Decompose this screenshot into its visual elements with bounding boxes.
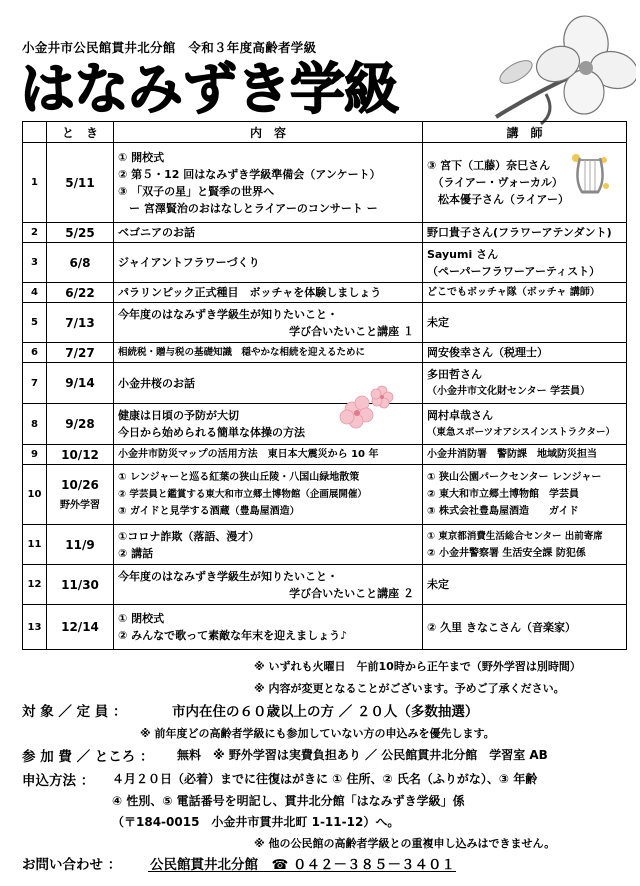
fee-label: 参 加 費 ／ ところ ： (22, 749, 154, 765)
content-line: 今日から始められる簡単な体操の方法 (118, 426, 305, 439)
table-row (23, 404, 627, 445)
row-content (114, 303, 423, 343)
row-date: 12/14 (47, 605, 114, 650)
row-no: 10 (23, 465, 47, 525)
row-date: 6/22 (47, 283, 114, 303)
duplicate-note: ※ 他の公民館の高齢者学級との重複申し込みはできません。 (254, 837, 556, 850)
row-lecturer (423, 465, 627, 525)
table-row (23, 565, 627, 605)
content-line: パラリンピック正式種目 ボッチャを体験しましょう (118, 286, 382, 299)
lecturer-line: ③ 株式会社豊島屋酒造 ガイド (427, 506, 579, 517)
table-row (23, 303, 627, 343)
content-line: 健康は日頃の予防が大切 (118, 409, 239, 422)
table-header-row (23, 122, 627, 143)
contact-value: 公民館貫井北分館 ☎ ０４２－３８５－３４０１ (150, 857, 456, 873)
lecturer-line: ③ 宮下（工藤）奈巳さん (427, 159, 551, 172)
fee-value: 無料 ※ 野外学習は実費負担あり ／ 公民館貫井北分館 学習室 AB (177, 748, 548, 762)
content-line: ② 学芸員と鑑賞する東大和市立郷土博物館（企画展開催） (118, 489, 367, 500)
lecturer-line: （ライアー・ヴォーカル） (427, 176, 563, 189)
row-no: 3 (23, 243, 47, 283)
row-date: 11/30 (47, 565, 114, 605)
row-no: 13 (23, 605, 47, 650)
content-line: ② みんなで歌って素敵な年末を迎えましょう♪ (118, 629, 348, 642)
table-row (23, 465, 627, 525)
content-line: ① 開校式 (118, 150, 165, 164)
row-no: 2 (23, 223, 47, 243)
row-date (47, 465, 114, 525)
row-content (114, 565, 423, 605)
row-no: 7 (23, 363, 47, 404)
content-line: ー 宮澤賢治のおはなしとライアーのコンサート ー (118, 201, 378, 215)
priority-note: ※ 前年度どの高齢者学級にも参加していない方の申込みを優先します。 (140, 727, 495, 740)
row-date: 10/12 (47, 445, 114, 465)
row-lecturer (423, 363, 627, 404)
content-line: 相続税・贈与税の基礎知識 穏やかな相続を迎えるために (118, 347, 366, 358)
content-line: 学び合いたいこと講座 ２ (289, 586, 414, 600)
row-content (114, 525, 423, 565)
page-title: はなみずき学級 (20, 57, 399, 121)
row-date: 9/14 (47, 363, 114, 404)
lecturer-line: 野口貴子さん(フラワーアテンダント) (427, 226, 612, 239)
lecturer-line: （ペーパーフラワーアーティスト） (427, 264, 601, 278)
change-note: ※ 内容が変更となることがございます。予めご了承ください。 (254, 682, 565, 695)
row-date: 11/9 (47, 525, 114, 565)
content-line: 学び合いたいこと講座 １ (289, 324, 414, 338)
lecturer-line: 未定 (427, 578, 449, 591)
lecturer-line: 岡安俊幸さん（税理士） (427, 346, 548, 359)
row-date: 5/25 (47, 223, 114, 243)
apply-line-1: ４月２０日（必着）までに往復はがきに ① 住所、② 氏名（ふりがな）、③ 年齢 (112, 772, 538, 786)
content-line: ③ 「双子の星」と賢季の世界へ (118, 184, 275, 198)
header-date: と き (47, 122, 114, 143)
row-lecturer (423, 565, 627, 605)
row-lecturer (423, 223, 627, 243)
table-row (23, 243, 627, 283)
row-content (114, 343, 423, 363)
contact-underline (148, 871, 456, 872)
row-date: 7/27 (47, 343, 114, 363)
lecturer-line: 未定 (427, 316, 449, 329)
lecturer-line: 小金井消防署 警防課 地域防災担当 (427, 449, 597, 460)
row-no: 4 (23, 283, 47, 303)
lyre-icon (568, 150, 612, 198)
row-lecturer (423, 343, 627, 363)
row-no: 9 (23, 445, 47, 465)
row-date: 5/11 (47, 143, 114, 223)
header-content: 内 容 (114, 122, 423, 143)
row-content (114, 283, 423, 303)
lecturer-line: ② 久里 きなこさん（音楽家） (427, 620, 576, 634)
content-line: ベゴニアのお話 (118, 226, 195, 239)
row-no: 1 (23, 143, 47, 223)
apply-label: 申込方法 ： (22, 773, 95, 789)
table-row (23, 525, 627, 565)
lecturer-line: ② 東大和市立郷土博物館 学芸員 (427, 489, 579, 500)
content-line: ② 講話 (118, 546, 154, 560)
lecturer-line: ① 東京都消費生活総合センター 出前寄席 (427, 530, 603, 542)
target-value: 市内在住の６０歳以上の方 ／ ２０人（多数抽選） (172, 704, 479, 720)
lecturer-line: 松本優子さん（ライアー） (427, 193, 570, 206)
row-no: 6 (23, 343, 47, 363)
row-content (114, 243, 423, 283)
org-line: 小金井市公民館貫井北分館 令和３年度高齢者学級 (22, 40, 317, 55)
table-row (23, 143, 627, 223)
table-row (23, 605, 627, 650)
cherry-blossom-icon (330, 375, 400, 440)
row-lecturer (423, 243, 627, 283)
row-no: 12 (23, 565, 47, 605)
lecturer-line: ② 小金井警察署 生活安全課 防犯係 (427, 547, 586, 559)
lecturer-line: どこでもボッチャ隊（ボッチャ 講師） (427, 287, 600, 298)
table-row (23, 343, 627, 363)
date-text: 10/26 (61, 478, 99, 492)
row-content (114, 143, 423, 223)
row-lecturer (423, 404, 627, 445)
content-line: 小金井桜のお話 (118, 376, 195, 390)
row-lecturer (423, 525, 627, 565)
apply-line-3: （〒184-0015 小金井市貫井北町 1-11-12）へ。 (112, 815, 400, 829)
content-line: ③ ガイドと見学する酒蔵（豊島屋酒造） (118, 506, 300, 517)
target-label: 対 象 ／ 定 員 ： (22, 704, 127, 720)
lecturer-line: Sayumi さん (427, 247, 499, 261)
row-lecturer (423, 303, 627, 343)
row-content (114, 605, 423, 650)
content-line: 小金井市防災マップの活用方法 東日本大震災から 10 年 (118, 449, 379, 460)
lecturer-line: ① 狭山公園パークセンター レンジャー (427, 472, 602, 483)
date-subnote: 野外学習 (60, 500, 100, 511)
header-lecturer: 講 師 (423, 122, 627, 143)
row-lecturer (423, 283, 627, 303)
table-row (23, 445, 627, 465)
row-no: 5 (23, 303, 47, 343)
row-lecturer (423, 445, 627, 465)
schedule-table (22, 121, 627, 650)
apply-line-2: ④ 性別、⑤ 電話番号を明記し、貫井北分館「はなみずき学級」係 (112, 794, 465, 808)
lecturer-line: 多田哲さん (427, 368, 482, 381)
content-line: ①コロナ詐欺（落語、漫才） (118, 529, 260, 543)
content-line: 今年度のはなみずき学級生が知りたいこと・ (118, 307, 338, 321)
row-date: 9/28 (47, 404, 114, 445)
row-content (114, 465, 423, 525)
row-no: 8 (23, 404, 47, 445)
content-line: ジャイアントフラワーづくり (118, 256, 260, 269)
row-lecturer (423, 605, 627, 650)
lecturer-line: （東急スポーツオアシスインストラクター） (427, 427, 616, 438)
row-date: 6/8 (47, 243, 114, 283)
content-line: ① レンジャーと巡る紅葉の狭山丘陵・八国山緑地散策 (118, 472, 360, 483)
content-line: ① 閉校式 (118, 612, 165, 625)
header-no (23, 122, 47, 143)
table-row (23, 223, 627, 243)
row-no: 11 (23, 525, 47, 565)
contact-label: お問い合わせ ： (22, 857, 122, 873)
lecturer-line: 岡村卓哉さん (427, 409, 493, 422)
row-content (114, 445, 423, 465)
schedule-note: ※ いずれも火曜日 午前10時から正午まで（野外学習は別時間） (254, 660, 581, 673)
content-line: 今年度のはなみずき学級生が知りたいこと・ (118, 569, 338, 583)
content-line: ② 第５・12 回はなみずき学級準備会（アンケート） (118, 167, 381, 181)
dogwood-flower-illustration (486, 12, 636, 127)
lecturer-line: （小金井市文化財センター 学芸員） (427, 386, 591, 397)
table-row (23, 283, 627, 303)
row-content (114, 223, 423, 243)
row-date: 7/13 (47, 303, 114, 343)
table-row (23, 363, 627, 404)
